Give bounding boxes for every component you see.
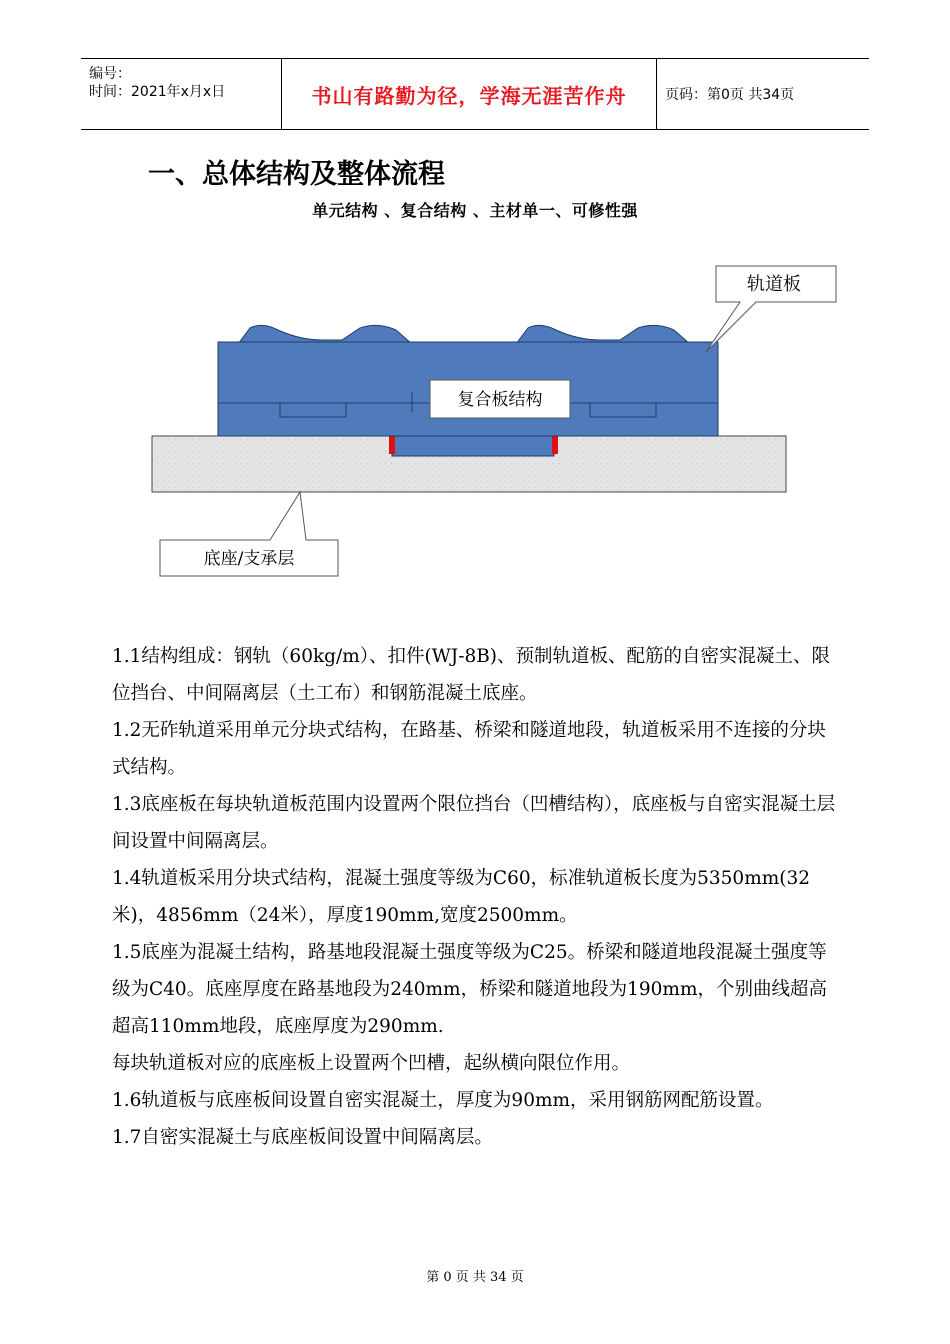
track-slab-label: 轨道板 xyxy=(747,274,801,295)
paragraph-1-4: 1.4轨道板采用分块式结构，混凝土强度等级为C60，标准轨道板长度为5350mm(32米)，4856mm（24米），厚度190mm,宽度2500mm。 xyxy=(112,868,811,926)
paragraph-groove-note: 每块轨道板对应的底座板上设置两个凹槽，起纵横向限位作用。 xyxy=(112,1053,631,1074)
motto-text: 书山有路勤为径，学海无涯苦作舟 xyxy=(311,83,627,108)
left-stop-marker xyxy=(389,436,395,454)
slab-recess-left xyxy=(280,403,346,417)
base-groove xyxy=(392,436,554,456)
body-text xyxy=(112,638,842,1156)
right-stop-marker xyxy=(552,436,558,454)
paragraph-1-6: 1.6轨道板与底座板间设置自密实混凝土，厚度为90mm，采用钢筋网配筋设置。 xyxy=(112,1090,774,1111)
page-footer: 第 0 页 共 34 页 xyxy=(426,1270,524,1285)
paragraph-1-5: 1.5底座为混凝土结构，路基地段混凝土强度等级为C25。桥梁和隧道地段混凝土强度等级为C40。底座厚度在路基地段为240mm，桥梁和隧道地段为190mm，个别曲线超高超高110mm地段，底座厚度为290mm. xyxy=(112,942,827,1037)
page-info: 页码：第0页 共34页 xyxy=(665,87,795,103)
paragraph-1-7: 1.7自密实混凝土与底座板间设置中间隔离层。 xyxy=(112,1127,493,1148)
rail-seat-bump-2 xyxy=(516,325,690,344)
paragraph-1-3: 1.3底座板在每块轨道板范围内设置两个限位挡台（凹槽结构），底座板与自密实混凝土层间设置中间隔离层。 xyxy=(112,794,836,852)
paragraph-1-1: 1.1结构组成：钢轨（60kg/m）、扣件(WJ-8B)、预制轨道板、配筋的自密实混凝土、限位挡台、中间隔离层（土工布）和钢筋混凝土底座。 xyxy=(112,646,831,704)
subtitle: 单元结构 、复合结构 、主材单一、可修性强 xyxy=(312,201,638,220)
base-label: 底座/支承层 xyxy=(203,549,295,569)
composite-label: 复合板结构 xyxy=(457,390,543,410)
paragraph-1-2: 1.2无砟轨道采用单元分块式结构，在路基、桥梁和隧道地段，轨道板采用不连接的分块式结构。 xyxy=(112,720,826,778)
date-label: 时间：2021年x月x日 xyxy=(89,84,226,100)
section-title: 一、总体结构及整体流程 xyxy=(148,159,445,190)
code-label: 编号： xyxy=(89,66,131,82)
slab-recess-right xyxy=(590,403,656,417)
rail-seat-bump-1 xyxy=(238,325,412,344)
track-structure-diagram xyxy=(0,0,950,620)
